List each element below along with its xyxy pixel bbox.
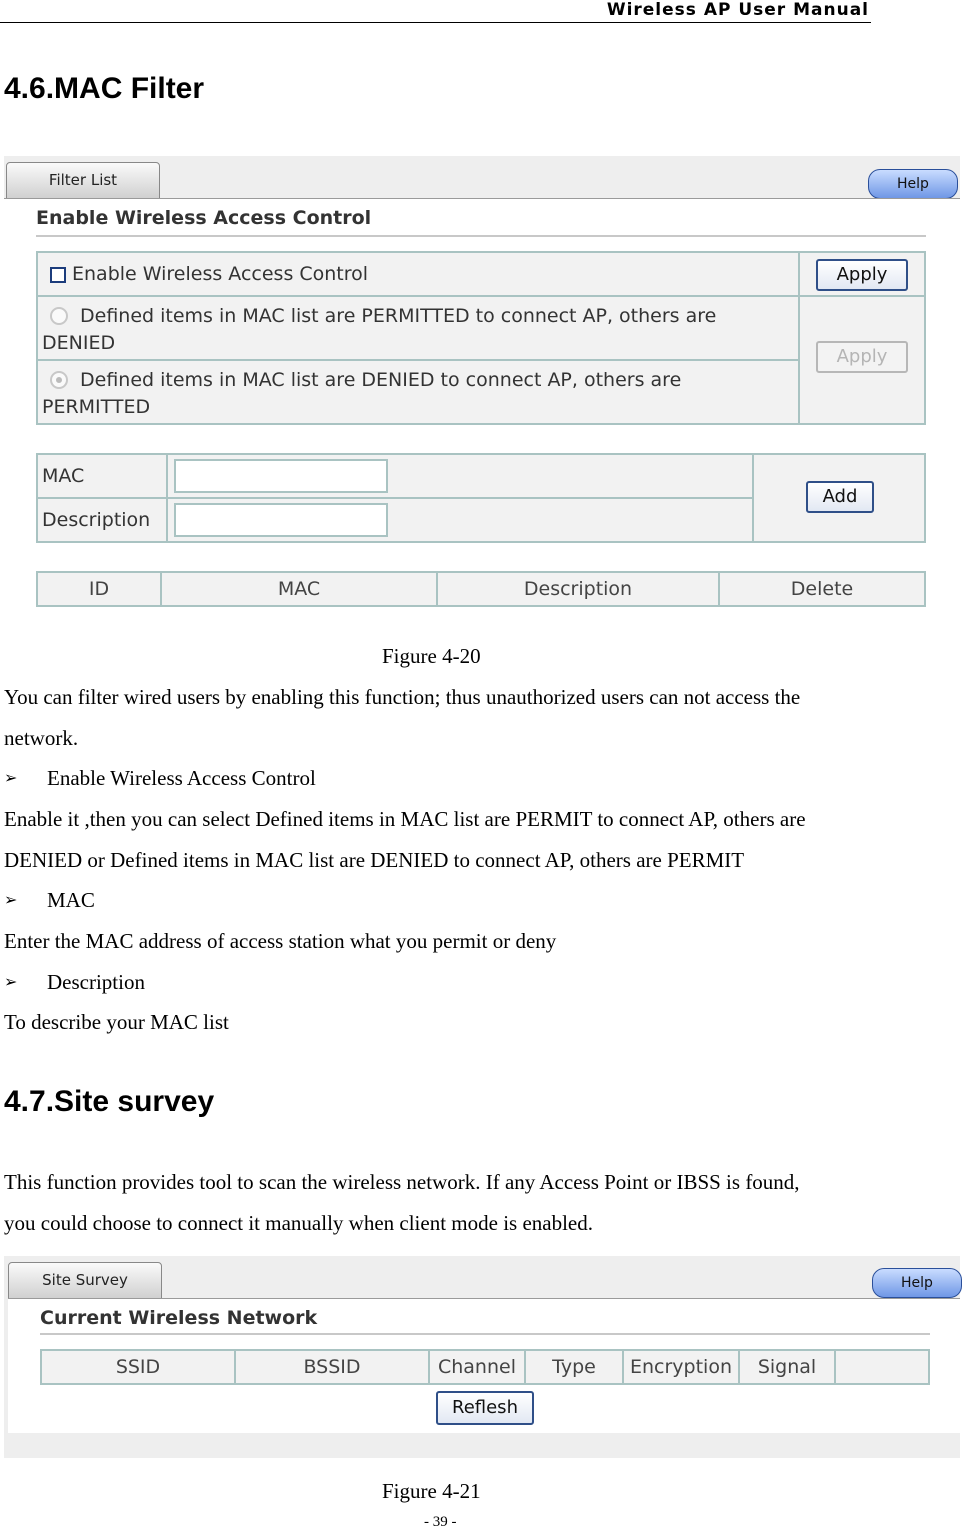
mac-intro-line-1: You can filter wired users by enabling this function; thus unauthorized users can not access the [4,685,801,709]
site-survey-panel [8,1298,960,1433]
section-heading-mac-filter: 4.6.MAC Filter [4,72,205,105]
apply-cell [798,251,926,297]
table-header-type: Type [524,1349,624,1385]
table-header-delete: Delete [718,571,926,607]
apply-button[interactable]: Apply [816,259,908,291]
table-header-encryption: Encryption [622,1349,740,1385]
enable-desc-line-1: Enable it ,then you can select Defined items in MAC list are PERMIT to connect AP, others are [4,807,806,831]
bullet-arrow-icon: ➢ [4,972,18,991]
table-header-description: Description [436,571,720,607]
table-header-ssid: SSID [40,1349,236,1385]
section-heading-site-survey: 4.7.Site survey [4,1085,215,1118]
permit-option-label: Defined items in MAC list are PERMITTED to connect AP, others are DENIED [42,305,717,354]
description-input[interactable] [174,503,388,537]
page-number: - 39 - [424,1514,457,1530]
bullet-arrow-icon: ➢ [4,890,18,909]
mac-intro-line-2: network. [4,726,79,750]
enable-checkbox[interactable] [50,267,66,283]
title-rule [40,1333,930,1335]
help-button[interactable]: Help [868,169,958,199]
table-header-mac: MAC [160,571,438,607]
running-header: Wireless AP User Manual [606,0,869,20]
add-button[interactable]: Add [806,481,874,513]
table-header-id: ID [36,571,162,607]
refresh-button[interactable]: Reflesh [436,1391,534,1425]
mac-label: MAC [36,453,168,499]
bullet-enable-label: Enable Wireless Access Control [47,766,316,790]
table-header-bssid: BSSID [234,1349,430,1385]
apply-button-disabled: Apply [816,341,908,373]
apply-disabled-cell [798,295,926,425]
site-survey-screenshot [4,1256,960,1458]
figure-caption-4-21: Figure 4-21 [382,1479,481,1503]
help-button[interactable]: Help [872,1268,962,1298]
table-header-signal: Signal [738,1349,836,1385]
description-input-cell [166,497,754,543]
bullet-description-label: Description [47,970,145,994]
tab-site-survey[interactable]: Site Survey [8,1262,162,1300]
site-intro-line-2: you could choose to connect it manually when client mode is enabled. [4,1211,594,1235]
deny-row [36,359,800,425]
site-intro-line-1: This function provides tool to scan the wireless network. If any Access Point or IBSS is found, [4,1170,800,1194]
enable-label: Enable Wireless Access Control [72,263,369,285]
enable-row [36,251,800,297]
deny-option-label: Defined items in MAC list are DENIED to connect AP, others are PERMITTED [42,369,682,418]
header-rule [0,22,871,23]
bullet-mac-label: MAC [47,888,95,912]
table-header-channel: Channel [428,1349,526,1385]
mac-desc: Enter the MAC address of access station what you permit or deny [4,929,557,953]
mac-input[interactable] [174,459,388,493]
figure-caption-4-20: Figure 4-20 [382,644,481,668]
table-header-blank [834,1349,930,1385]
tab-filter-list[interactable]: Filter List [6,162,160,200]
mac-filter-screenshot [4,156,960,630]
section-title: Enable Wireless Access Control [36,207,372,229]
permit-row [36,295,800,361]
bullet-arrow-icon: ➢ [4,768,18,787]
section-title: Current Wireless Network [40,1307,318,1329]
enable-desc-line-2: DENIED or Defined items in MAC list are DENIED to connect AP, others are PERMIT [4,848,745,872]
title-rule [36,235,926,237]
description-label: Description [36,497,168,543]
description-desc: To describe your MAC list [4,1010,229,1034]
mac-filter-panel [4,198,960,631]
mac-input-cell [166,453,754,499]
add-cell [752,453,926,543]
